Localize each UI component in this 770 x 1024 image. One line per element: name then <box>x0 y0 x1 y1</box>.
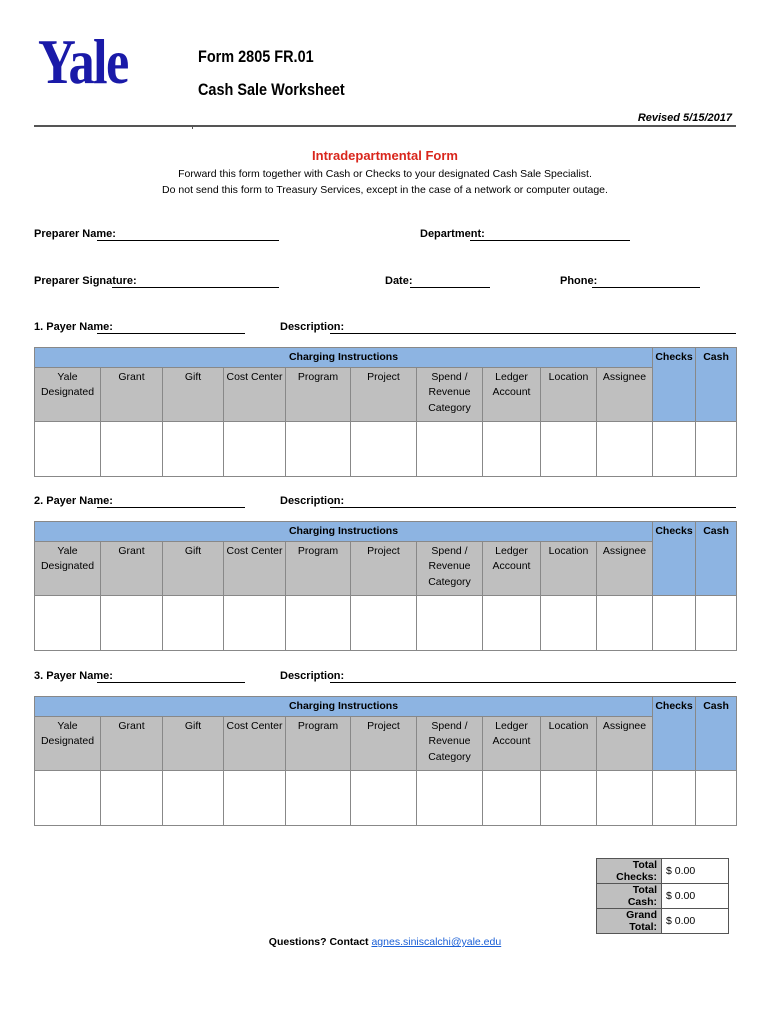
phone-field[interactable] <box>592 287 700 288</box>
charging-instructions-header: Charging Instructions <box>35 348 653 368</box>
col-spend-revenue-category: Spend / Revenue Category <box>417 542 483 596</box>
entry-cell[interactable] <box>35 771 101 826</box>
preparer-name-field[interactable] <box>97 240 279 241</box>
entry-cell[interactable] <box>597 422 653 477</box>
col-yale-designated: Yale Designated <box>35 542 101 596</box>
col-project: Project <box>351 717 417 771</box>
charging-table-3 <box>34 696 737 826</box>
entry-cell[interactable] <box>417 422 483 477</box>
entry-cell[interactable] <box>286 422 351 477</box>
total-checks-label: Total Checks: <box>597 859 662 884</box>
col-cost-center: Cost Center <box>224 717 286 771</box>
grand-total-label: Grand Total: <box>597 909 662 934</box>
col-ledger-account: Ledger Account <box>483 542 541 596</box>
total-checks-value[interactable]: $ 0.00 <box>662 859 729 884</box>
entry-cell[interactable] <box>224 422 286 477</box>
entry-cell[interactable] <box>224 771 286 826</box>
cash-header: Cash <box>696 697 737 771</box>
col-assignee: Assignee <box>597 717 653 771</box>
col-location: Location <box>541 368 597 422</box>
checks-header: Checks <box>653 348 696 422</box>
entry-cell[interactable] <box>597 771 653 826</box>
totals-table <box>596 858 729 934</box>
instruction-line-2: Do not send this form to Treasury Services, except in the case of a network or computer outage. <box>162 184 608 196</box>
entry-cell[interactable] <box>163 596 224 651</box>
col-cost-center: Cost Center <box>224 368 286 422</box>
payer-1-description-field[interactable] <box>330 333 736 334</box>
col-program: Program <box>286 717 351 771</box>
entry-cell[interactable] <box>101 596 163 651</box>
payer-2-name-field[interactable] <box>97 507 245 508</box>
entry-cell[interactable] <box>351 596 417 651</box>
yale-logo: Yale <box>38 26 128 97</box>
col-gift: Gift <box>163 542 224 596</box>
checks-header: Checks <box>653 522 696 596</box>
col-location: Location <box>541 542 597 596</box>
total-cash-label: Total Cash: <box>597 884 662 909</box>
col-spend-revenue-category: Spend / Revenue Category <box>417 717 483 771</box>
preparer-signature-field[interactable] <box>112 287 279 288</box>
entry-cell[interactable] <box>483 771 541 826</box>
preparer-name-label: Preparer Name: <box>34 228 116 240</box>
revised-date: Revised 5/15/2017 <box>637 112 732 124</box>
payer-1-name-field[interactable] <box>97 333 245 334</box>
col-location: Location <box>541 717 597 771</box>
entry-cell[interactable] <box>286 771 351 826</box>
col-gift: Gift <box>163 717 224 771</box>
grand-total-value[interactable]: $ 0.00 <box>662 909 729 934</box>
charging-instructions-header: Charging Instructions <box>35 522 653 542</box>
entry-cell[interactable] <box>351 422 417 477</box>
payer-2-description-field[interactable] <box>330 507 736 508</box>
header-divider <box>34 125 736 127</box>
col-grant: Grant <box>101 368 163 422</box>
col-grant: Grant <box>101 542 163 596</box>
entry-cell[interactable] <box>351 771 417 826</box>
payer-2-name-label: 2. Payer Name: <box>34 495 113 507</box>
contact-email-link[interactable]: agnes.siniscalchi@yale.edu <box>371 936 502 948</box>
intradepartmental-heading: Intradepartmental Form <box>312 148 458 163</box>
questions-text: Questions? Contact <box>268 936 372 948</box>
form-name: Cash Sale Worksheet <box>198 80 345 99</box>
col-program: Program <box>286 368 351 422</box>
entry-cell[interactable] <box>597 596 653 651</box>
cash-entry-cell[interactable] <box>696 771 737 826</box>
checks-header: Checks <box>653 697 696 771</box>
checks-entry-cell[interactable] <box>653 771 696 826</box>
entry-cell[interactable] <box>224 596 286 651</box>
entry-cell[interactable] <box>101 771 163 826</box>
payer-1-name-label: 1. Payer Name: <box>34 321 113 333</box>
preparer-signature-label: Preparer Signature: <box>34 275 137 287</box>
col-project: Project <box>351 542 417 596</box>
entry-cell[interactable] <box>101 422 163 477</box>
entry-cell[interactable] <box>417 596 483 651</box>
col-yale-designated: Yale Designated <box>35 368 101 422</box>
cash-entry-cell[interactable] <box>696 422 737 477</box>
col-ledger-account: Ledger Account <box>483 717 541 771</box>
phone-label: Phone: <box>560 275 598 287</box>
payer-1-description-label: Description: <box>280 321 345 333</box>
instruction-line-1: Forward this form together with Cash or Checks to your designated Cash Sale Specialist. <box>178 168 592 180</box>
entry-cell[interactable] <box>35 422 101 477</box>
checks-entry-cell[interactable] <box>653 596 696 651</box>
entry-cell[interactable] <box>163 422 224 477</box>
total-cash-value[interactable]: $ 0.00 <box>662 884 729 909</box>
payer-2-description-label: Description: <box>280 495 345 507</box>
payer-3-name-label: 3. Payer Name: <box>34 670 113 682</box>
col-cost-center: Cost Center <box>224 542 286 596</box>
date-field[interactable] <box>410 287 490 288</box>
entry-cell[interactable] <box>541 771 597 826</box>
col-program: Program <box>286 542 351 596</box>
header-divider-tick <box>192 125 193 129</box>
entry-cell[interactable] <box>483 596 541 651</box>
col-grant: Grant <box>101 717 163 771</box>
department-label: Department: <box>420 228 485 240</box>
payer-3-name-field[interactable] <box>97 682 245 683</box>
entry-cell[interactable] <box>417 771 483 826</box>
charging-instructions-header: Charging Instructions <box>35 697 653 717</box>
col-assignee: Assignee <box>597 542 653 596</box>
cash-header: Cash <box>696 522 737 596</box>
col-ledger-account: Ledger Account <box>483 368 541 422</box>
charging-table-1 <box>34 347 737 477</box>
checks-entry-cell[interactable] <box>653 422 696 477</box>
col-assignee: Assignee <box>597 368 653 422</box>
contact-line <box>0 936 770 948</box>
col-spend-revenue-category: Spend / Revenue Category <box>417 368 483 422</box>
entry-cell[interactable] <box>483 422 541 477</box>
cash-header: Cash <box>696 348 737 422</box>
entry-cell[interactable] <box>163 771 224 826</box>
payer-3-description-field[interactable] <box>330 682 736 683</box>
col-gift: Gift <box>163 368 224 422</box>
col-yale-designated: Yale Designated <box>35 717 101 771</box>
department-field[interactable] <box>470 240 630 241</box>
payer-3-description-label: Description: <box>280 670 345 682</box>
entry-cell[interactable] <box>541 422 597 477</box>
date-label: Date: <box>385 275 413 287</box>
charging-table-2 <box>34 521 737 651</box>
entry-cell[interactable] <box>35 596 101 651</box>
entry-cell[interactable] <box>286 596 351 651</box>
cash-entry-cell[interactable] <box>696 596 737 651</box>
form-number: Form 2805 FR.01 <box>198 47 314 66</box>
col-project: Project <box>351 368 417 422</box>
entry-cell[interactable] <box>541 596 597 651</box>
